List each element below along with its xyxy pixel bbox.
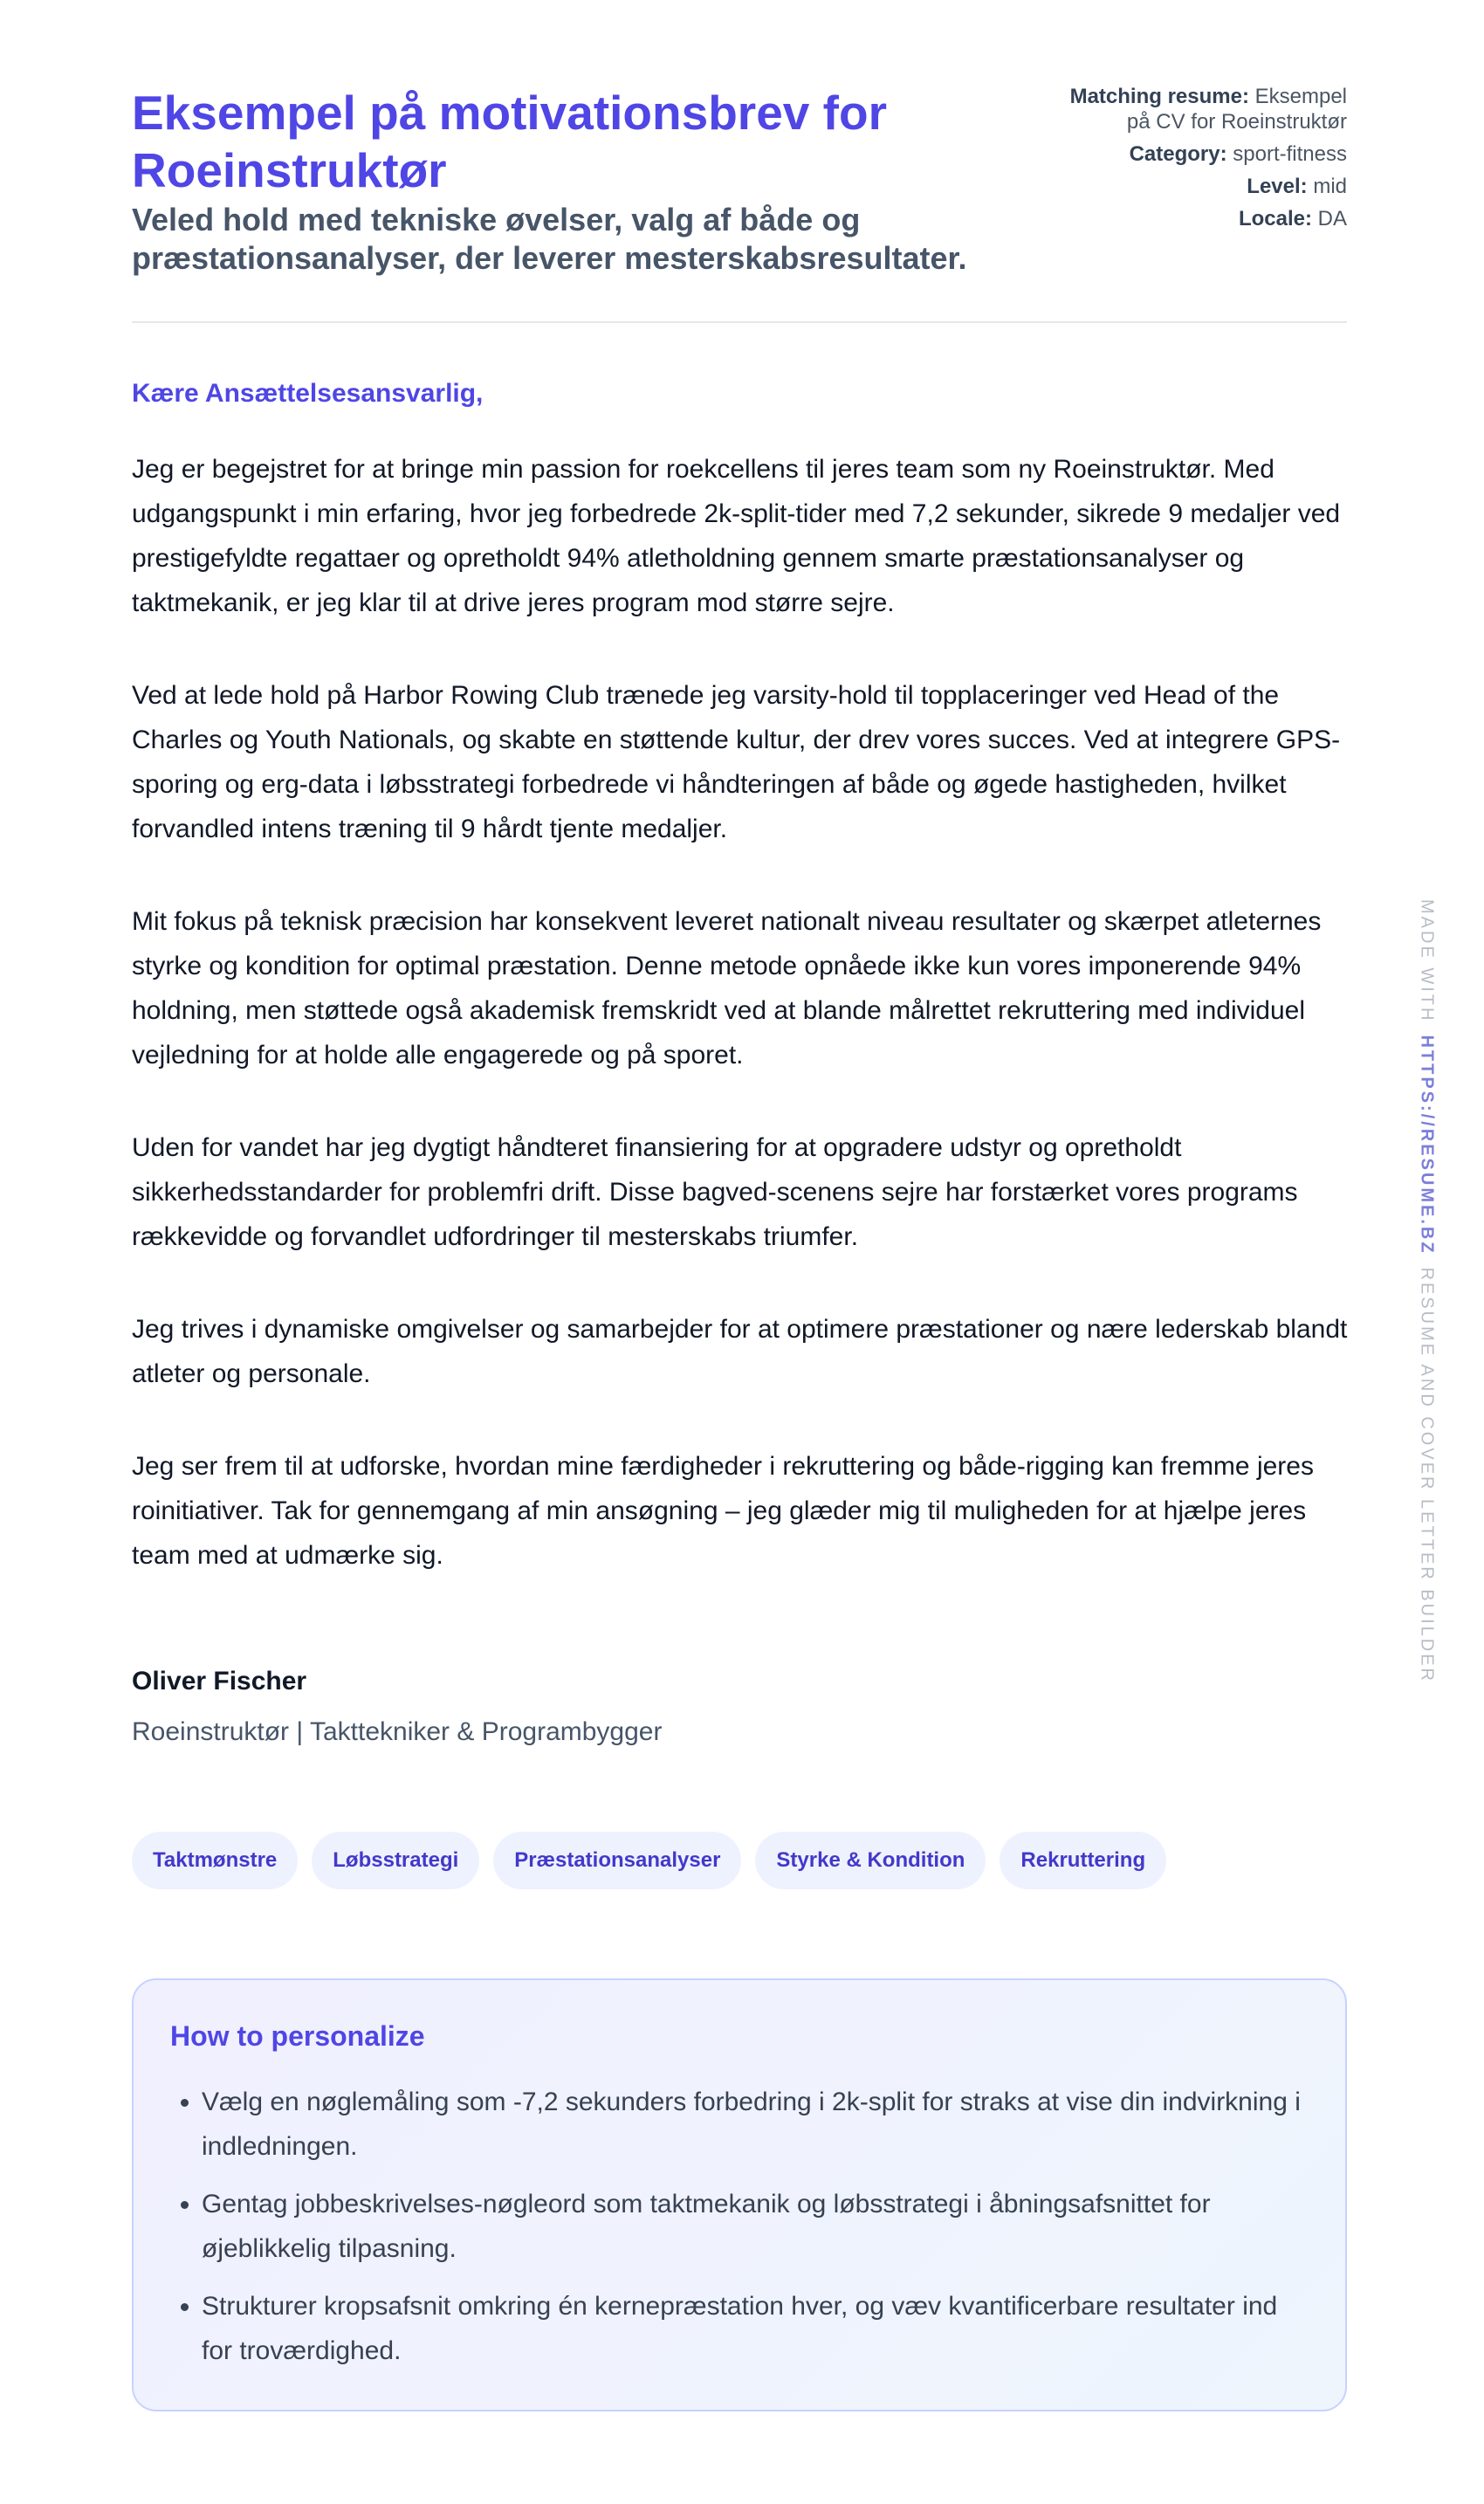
watermark-link[interactable]: HTTPS://RESUME.BZ: [1417, 1035, 1437, 1255]
signature-name: Oliver Fischer: [132, 1667, 307, 1696]
tip-item: • Gentag jobbeskrivelses-nøgleord som taktmekanik og løbsstrategi i åbningsafsnittet for øjeblikkelig tilpasning.: [202, 2182, 1309, 2271]
skill-tags: [132, 1832, 1166, 1889]
vertical-watermark: [1416, 899, 1437, 1683]
signature-block: [132, 1664, 662, 1750]
meta-matching-resume-label: Matching resume:: [1069, 85, 1249, 108]
meta-matching-resume-value-2[interactable]: på CV for Roeinstruktør: [1126, 110, 1347, 134]
letter-greeting: Kære Ansættelsesansvarlig,: [132, 379, 484, 408]
letter-paragraph: Uden for vandet har jeg dygtigt håndteret finansiering for at opgradere udstyr og opretholdt sikkerhedsstandarder for problemfri drift. Disse bagved-scenens sejre har forstærket vores programs rækkevidde og forvandlet udfordringer til mesterskabs triumfer.: [132, 1133, 1298, 1251]
page-title: Eksempel på motivationsbrev for Roeinstruktør: [132, 86, 887, 197]
meta-panel: [1015, 84, 1347, 238]
meta-locale-value: DA: [1317, 207, 1347, 230]
meta-category-value: sport-fitness: [1233, 142, 1347, 166]
letter-paragraph: Jeg ser frem til at udforske, hvordan mine færdigheder i rekruttering og både-rigging kan fremme jeres roinitiativer. Tak for gennemgang af min ansøgning – jeg glæder mig til muligheden for at hjælpe jeres team med at udmærke sig.: [132, 1452, 1314, 1570]
meta-level-value: mid: [1313, 175, 1347, 198]
letter-body: [132, 447, 1354, 1626]
meta-matching-resume: [1015, 84, 1347, 134]
letter-paragraph: Jeg er begejstret for at bringe min passion for roekcellens til jeres team som ny Roeinstruktør. Med udgangspunkt i min erfaring, hvor jeg forbedrede 2k-split-tider med 7,2 sekunder, sikrede 9 medaljer ved prestigefyldte regattaer og opretholdt 94% atletholdning gennem smarte præstationsanalyser og taktmekanik, er jeg klar til at drive jeres program mod større sejre.: [132, 455, 1341, 617]
skill-tag: Løbsstrategi: [312, 1832, 479, 1889]
meta-locale-label: Locale:: [1238, 207, 1312, 230]
skill-tag: Taktmønstre: [132, 1832, 298, 1889]
tip-item: • Vælg en nøglemåling som -7,2 sekunders forbedring i 2k-split for straks at vise din indvirkning i indledningen.: [202, 2080, 1309, 2169]
tip-item: • Strukturer kropsafsnit omkring én kernepræstation hver, og væv kvantificerbare resultater ind for troværdighed.: [202, 2284, 1309, 2373]
watermark-suffix: RESUME AND COVER LETTER BUILDER: [1417, 1267, 1437, 1683]
meta-locale: [1015, 206, 1347, 231]
meta-level: [1015, 174, 1347, 199]
personalize-tips-box: [132, 1978, 1347, 2411]
tips-list: [170, 2080, 1309, 2373]
letter-paragraph: Mit fokus på teknisk præcision har konsekvent leveret nationalt niveau resultater og skærpet atleternes styrke og kondition for optimal præstation. Denne metode opnåede ikke kun vores imponerende 94% holdning, men støttede også akademisk fremskridt ved at blande målrettet rekruttering med individuel vejledning for at holde alle engagerede og på sporet.: [132, 907, 1322, 1070]
signature-role: Roeinstruktør | Takttekniker & Programbygger: [132, 1717, 663, 1746]
meta-level-label: Level:: [1247, 175, 1308, 198]
letter-header: [132, 84, 1347, 321]
header-divider: [132, 321, 1347, 323]
skill-tag: Rekruttering: [1000, 1832, 1166, 1889]
skill-tag: Styrke & Kondition: [755, 1832, 986, 1889]
skill-tag: Præstationsanalyser: [493, 1832, 741, 1889]
meta-matching-resume-value-1[interactable]: Eksempel: [1254, 85, 1347, 108]
watermark-text: [1417, 899, 1437, 1683]
letter-paragraph: Ved at lede hold på Harbor Rowing Club trænede jeg varsity-hold til topplaceringer ved Head of the Charles og Youth Nationals, og skabte en støttende kultur, der drev vores succes. Ved at integrere GPS-sporing og erg-data i løbsstrategi forbedrede vi håndteringen af både og øgede hastigheden, hvilket forvandled intens træning til 9 hårdt tjente medaljer.: [132, 681, 1341, 843]
meta-category-label: Category:: [1129, 142, 1227, 166]
meta-category: [1015, 141, 1347, 167]
page-subtitle: Veled hold med tekniske øvelser, valg af både og præstationsanalyser, der leverer mesterskabsresultater.: [132, 202, 967, 276]
watermark-prefix: MADE WITH: [1417, 899, 1437, 1023]
tips-title: How to personalize: [170, 2020, 425, 2052]
letter-paragraph: Jeg trives i dynamiske omgivelser og samarbejder for at optimere præstationer og nære lederskab blandt atleter og personale.: [132, 1315, 1348, 1388]
cover-letter-page: [132, 84, 1348, 2365]
